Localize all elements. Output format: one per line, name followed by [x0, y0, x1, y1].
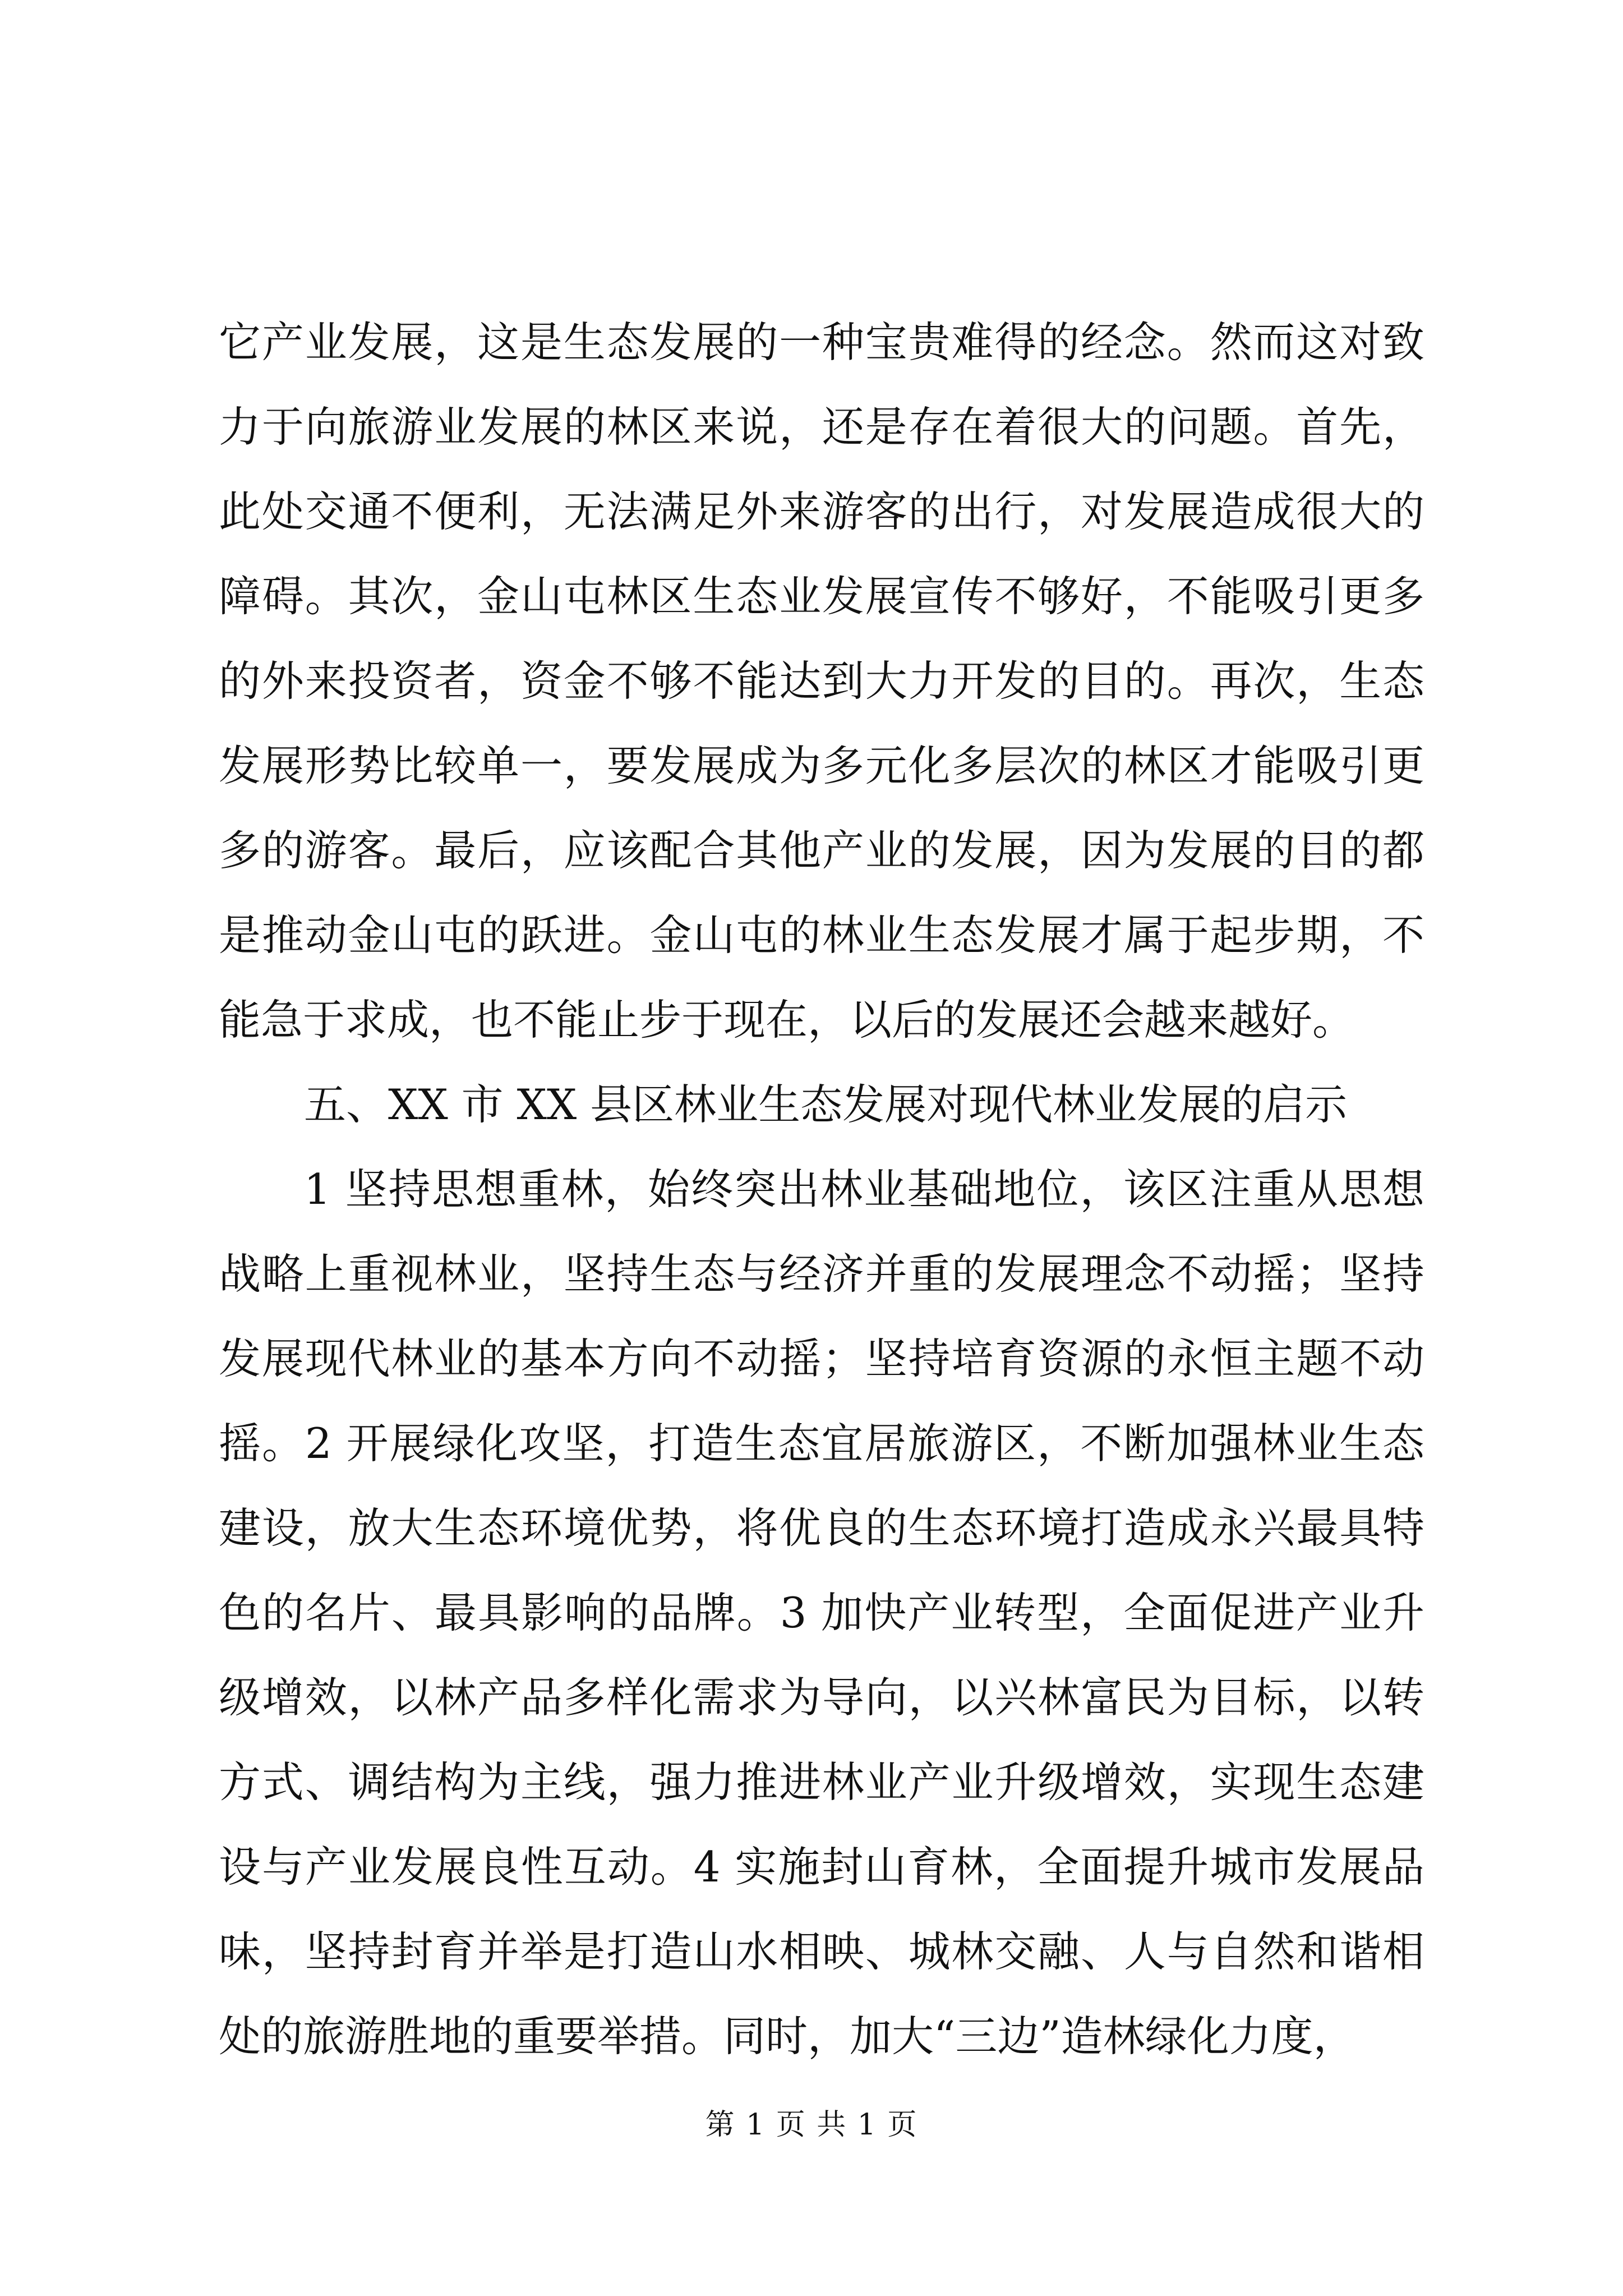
paragraph-continuation: 它产业发展，这是生态发展的一种宝贵难得的经念。然而这对致力于向旅游业发展的林区来说，还是存在着很大的问题。首先，此处交通不便利，无法满足外来游客的出行，对发展造成很大的障碍。其次，金山屯林区生态业发展宣传不够好，不能吸引更多的外来投资者，资金不够不能达到大力开发的目的。再次，生态发展形势比较单一，要发展成为多元化多层次的林区才能吸引更多的游客。最后，应该配合其他产业的发展，因为发展的目的都是推动金山屯的跃进。金山屯的林业生态发展才属于起步期，不能急于求成，也不能止步于现在，以后的发展还会越来越好。: [219, 318, 1424, 1045]
page-footer: 第 1 页 共 1 页: [705, 2108, 918, 2142]
document-body: [219, 300, 1424, 2079]
paragraph-body: 1 坚持思想重林，始终突出林业基础地位，该区注重从思想战略上重视林业，坚持生态与经济并重的发展理念不动摇；坚持发展现代林业的基本方向不动摇；坚持培育资源的永恒主题不动摇。2 开展绿化攻坚，打造生态宜居旅游区，不断加强林业生态建设，放大生态环境优势，将优良的生态环境打造成永兴最具特色的名片、最具影响的品牌。3 加快产业转型，全面促进产业升级增效，以林产品多样化需求为导向，以兴林富民为目标，以转方式、调结构为主线，强力推进林业产业升级增效，实现生态建设与产业发展良性互动。4 实施封山育林，全面提升城市发展品味，坚持封育并举是打造山水相映、城林交融、人与自然和谐相处的旅游胜地的重要举措。同时，加大“三边”造林绿化力度，: [219, 1165, 1424, 2061]
section-heading: 五、XX 市 XX 县区林业生态发展对现代林业发展的启示: [304, 1080, 1348, 1129]
